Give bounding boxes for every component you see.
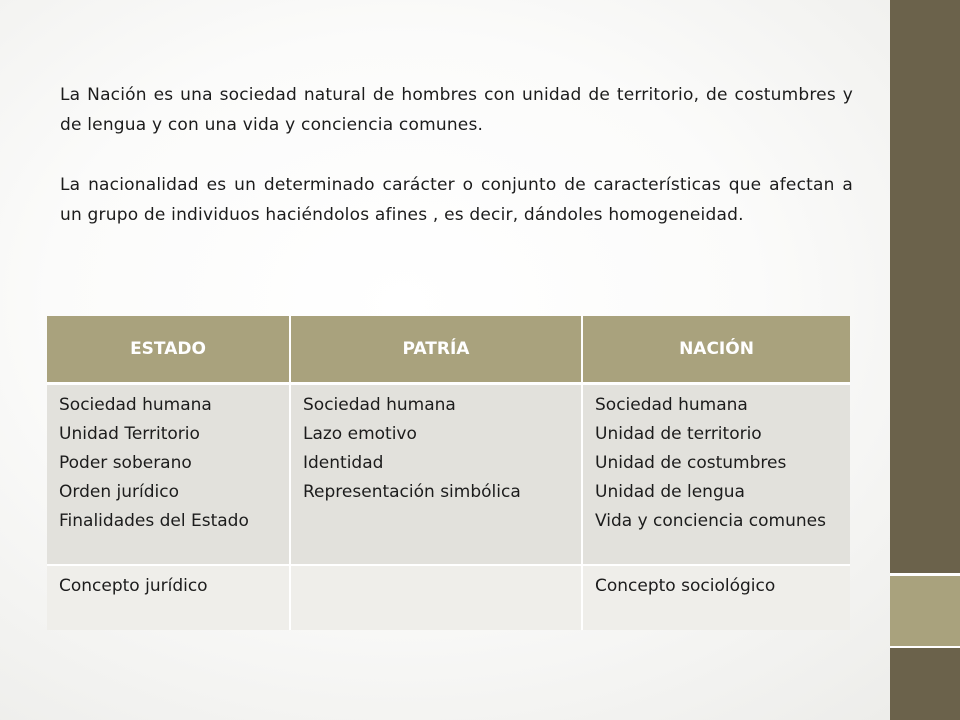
table-row (47, 565, 850, 630)
cell-patria-concept (290, 565, 582, 630)
cell-estado-features (47, 384, 290, 566)
table-header-row (47, 316, 850, 384)
cell-line: Unidad Territorio (59, 424, 200, 444)
cell-line: Representación simbólica (303, 482, 521, 502)
header-nacion: NACIÓN (582, 316, 850, 384)
header-estado: ESTADO (47, 316, 290, 384)
cell-line: Unidad de costumbres (595, 453, 787, 473)
cell-line: Poder soberano (59, 453, 192, 473)
paragraph-nacion: La Nación es una sociedad natural de hombres con unidad de territorio, de costumbres y de lengua y con una vida y conciencia comunes. (60, 85, 853, 135)
cell-line: Concepto jurídico (59, 576, 208, 596)
definition-text (60, 80, 853, 230)
cell-line: Sociedad humana (303, 395, 456, 415)
paragraph-nacionalidad: La nacionalidad es un determinado carácter o conjunto de características que afectan a un grupo de individuos haciéndolos afines , es decir, dándoles homogeneidad. (60, 175, 853, 225)
cell-line: Finalidades del Estado (59, 511, 249, 531)
decorative-side-block (890, 576, 960, 648)
header-patria: PATRÍA (290, 316, 582, 384)
comparison-table (47, 316, 850, 630)
cell-line: Vida y conciencia comunes (595, 511, 826, 531)
cell-nacion-concept (582, 565, 850, 630)
cell-patria-features (290, 384, 582, 566)
cell-line: Unidad de territorio (595, 424, 762, 444)
cell-line: Concepto sociológico (595, 576, 776, 596)
cell-nacion-features (582, 384, 850, 566)
cell-line: Orden jurídico (59, 482, 179, 502)
cell-estado-concept (47, 565, 290, 630)
cell-line: Identidad (303, 453, 384, 473)
cell-line: Unidad de lengua (595, 482, 745, 502)
decorative-side-block (890, 648, 960, 720)
cell-line: Lazo emotivo (303, 424, 417, 444)
decorative-side-bar (890, 0, 960, 576)
table-row (47, 384, 850, 566)
cell-line: Sociedad humana (595, 395, 748, 415)
cell-line: Sociedad humana (59, 395, 212, 415)
